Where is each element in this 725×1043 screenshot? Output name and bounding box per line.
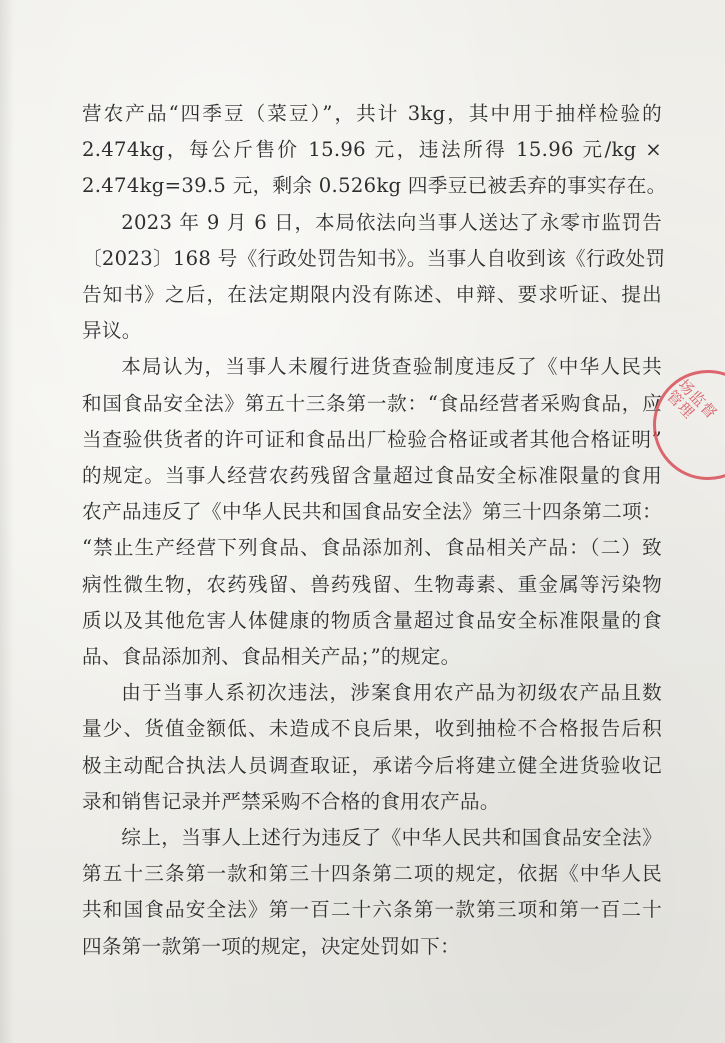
- paragraph-facts: [82, 96, 667, 205]
- text-line: 2.474kg，每公斤售价 15.96 元，违法所得 15.96 元/kg ×: [82, 138, 662, 162]
- text-line: 2023 年 9 月 6 日，本局依法向当事人送达了永零市监罚告: [121, 210, 662, 234]
- text-line: 四条第一款第一项的规定，决定处罚如下：: [82, 934, 460, 958]
- text-line: 农产品违反了《中华人民共和国食品安全法》第三十四条第二项：: [82, 500, 662, 524]
- text-line: 极主动配合执法人员调查取证，承诺今后将建立健全进货验收记: [82, 753, 662, 777]
- text-line: 由于当事人系初次违法，涉案食用农产品为初级农产品且数: [121, 681, 662, 705]
- text-line: 本局认为，当事人未履行进货查验制度违反了《中华人民共: [121, 355, 662, 379]
- page-edge-shadow: [0, 0, 14, 1043]
- text-line: 营农产品“四季豆（菜豆）”，共计 3kg，其中用于抽样检验的: [82, 102, 662, 125]
- document-body: [82, 96, 667, 965]
- text-line: 质以及其他危害人体健康的物质含量超过食品安全标准限量的食: [82, 608, 662, 632]
- paragraph-decision: [82, 820, 662, 965]
- text-line: 品、食品添加剂、食品相关产品；”的规定。: [82, 645, 461, 669]
- text-line: 告知书》之后，在法定期限内没有陈述、申辩、要求听证、提出: [82, 283, 662, 307]
- text-line: 2.474kg=39.5 元，剩余 0.526kg 四季豆已被丢弃的事实存在。: [82, 174, 667, 198]
- text-line: 和国食品安全法》第五十三条第一款：“食品经营者采购食品，应: [82, 391, 662, 415]
- text-line: 共和国食品安全法》第一百二十六条第一款第三项和第一百二十: [82, 898, 662, 922]
- paragraph-notice: [82, 205, 666, 350]
- text-line: 的规定。当事人经营农药残留含量超过食品安全标准限量的食用: [82, 464, 662, 488]
- text-line: “禁止生产经营下列食品、食品添加剂、食品相关产品：（二）致: [82, 536, 662, 560]
- text-line: 〔2023〕168 号《行政处罚告知书》。当事人自收到该《行政处罚: [82, 246, 666, 270]
- text-line: 录和销售记录并严禁采购不合格的食用农产品。: [82, 789, 500, 813]
- paragraph-mitigation: [82, 675, 662, 820]
- seal-text: 场监督管理: [663, 375, 721, 423]
- text-line: 量少、货值金额低、未造成不良后果，收到抽检不合格报告后积: [82, 717, 662, 741]
- text-line: 第五十三条第一款和第三十四条第二项的规定，依据《中华人民: [82, 862, 662, 886]
- text-line: 综上，当事人上述行为违反了《中华人民共和国食品安全法》: [121, 826, 662, 850]
- text-line: 异议。: [82, 319, 142, 343]
- paragraph-findings: [82, 349, 662, 675]
- text-line: 病性微生物，农药残留、兽药残留、生物毒素、重金属等污染物: [82, 572, 662, 596]
- text-line: 当查验供货者的许可证和食品出厂检验合格证或者其他合格证明”: [82, 427, 662, 451]
